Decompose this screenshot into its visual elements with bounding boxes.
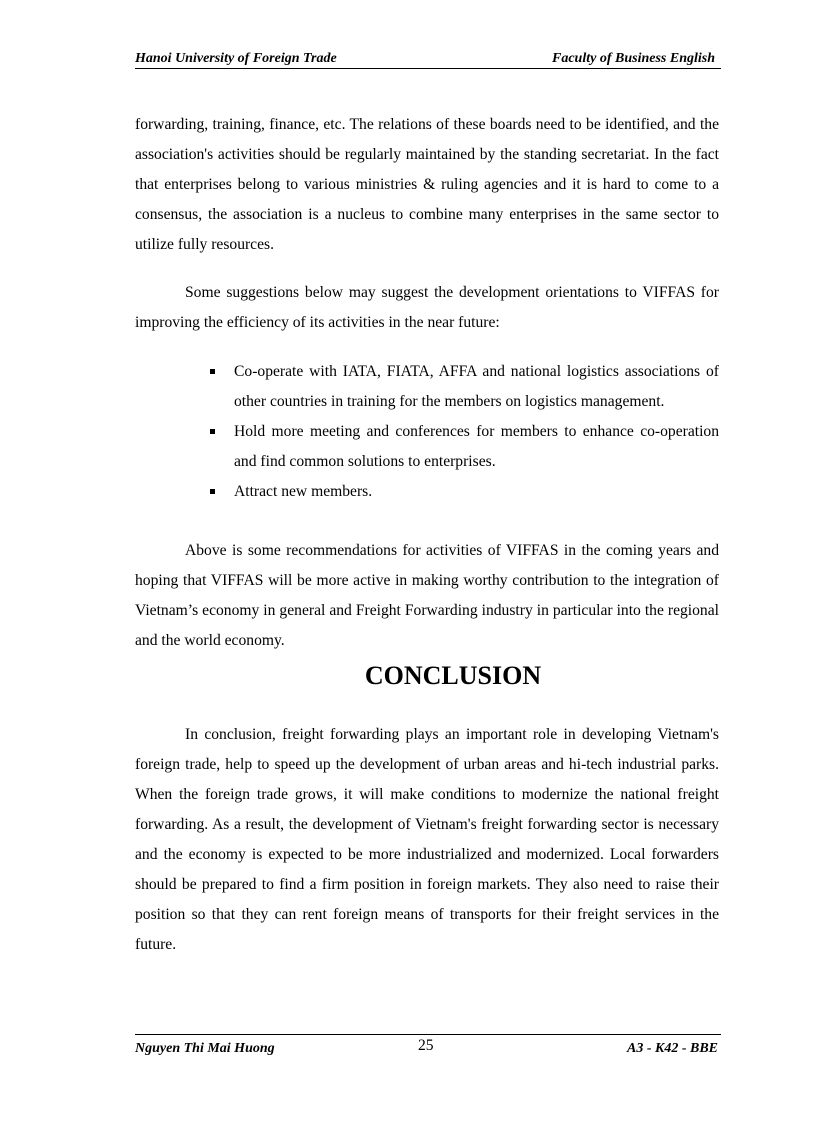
- footer-class-code: A3 - K42 - BBE: [626, 1041, 718, 1056]
- list-item-text: Co-operate with IATA, FIATA, AFFA and national logistics associations of other countries in training for the members on logistics management.: [234, 363, 719, 410]
- list-item: [205, 477, 719, 507]
- section-heading-conclusion: CONCLUSION: [364, 661, 542, 690]
- list-item-text: Attract new members.: [234, 483, 373, 500]
- paragraph-suggestions-intro: Some suggestions below may suggest the development orientations to VIFFAS for improving the efficiency of its activities in the near future:: [135, 284, 719, 331]
- square-bullet-icon: [210, 369, 215, 374]
- square-bullet-icon: [210, 489, 215, 494]
- suggestions-list: [205, 357, 719, 507]
- list-item-text: Hold more meeting and conferences for members to enhance co-operation and find common solutions to enterprises.: [234, 423, 719, 470]
- header-faculty: Faculty of Business English: [552, 51, 715, 66]
- header-university: Hanoi University of Foreign Trade: [135, 51, 337, 66]
- page-footer: [135, 1034, 721, 1063]
- paragraph-boards: forwarding, training, finance, etc. The relations of these boards need to be identified, and the association's activities should be regularly maintained by the standing secretariat. In the fact that enterprises belong to various ministries & ruling agencies and it is hard to come to a consensus, the association is a nucleus to combine many enterprises in the same sector to utilize fully resources.: [135, 116, 719, 253]
- paragraph-recommendations: Above is some recommendations for activities of VIFFAS in the coming years and hoping that VIFFAS will be more active in making worthy contribution to the integration of Vietnam’s economy in general and Freight Forwarding industry in particular into the regional and the world economy.: [135, 542, 719, 649]
- square-bullet-icon: [210, 429, 215, 434]
- list-item: [205, 357, 719, 417]
- page-number: 25: [418, 1037, 434, 1054]
- page-header: [135, 50, 721, 69]
- list-item: [205, 417, 719, 477]
- footer-author: Nguyen Thi Mai Huong: [135, 1041, 275, 1056]
- paragraph-conclusion: In conclusion, freight forwarding plays an important role in developing Vietnam's foreign trade, help to speed up the development of urban areas and hi-tech industrial parks. When the foreign trade grows, it will make conditions to modernize the national freight forwarding. As a result, the development of Vietnam's freight forwarding sector is necessary and the economy is expected to be more industrialized and modernized. Local forwarders should be prepared to find a firm position in foreign markets. They also need to raise their position so that they can rent foreign means of transports for their freight services in the future.: [135, 726, 719, 953]
